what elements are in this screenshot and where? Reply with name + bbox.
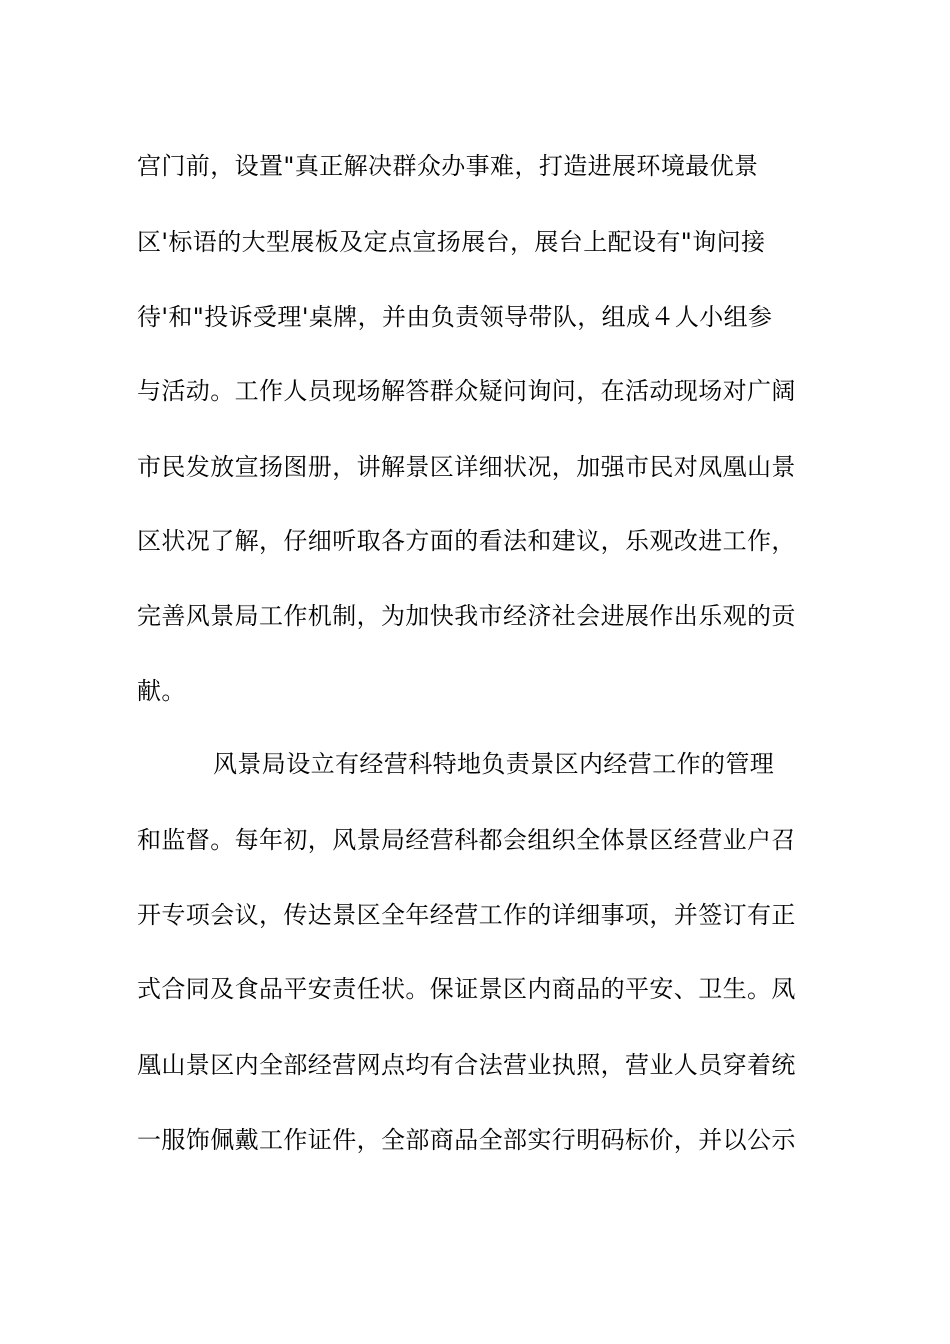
paragraph-1-line-4: 与活动。工作人员现场解答群众疑问询问，在活动现场对广阔 (137, 377, 796, 405)
paragraph-1-line-2: 区'标语的大型展板及定点宣扬展台，展台上配设有"询问接 (137, 228, 766, 256)
paragraph-2-line-1: 风景局设立有经营科特地负责景区内经营工作的管理 (213, 750, 775, 778)
paragraph-2-line-3: 开专项会议，传达景区全年经营工作的详细事项，并签订有正 (137, 901, 796, 929)
paragraph-1-line-6: 区状况了解，仔细听取各方面的看法和建议，乐观改进工作， (137, 527, 796, 555)
paragraph-1-line-7: 完善风景局工作机制，为加快我市经济社会进展作出乐观的贡 (137, 602, 796, 630)
paragraph-1-line-8: 献。 (137, 677, 186, 705)
paragraph-1-line-3: 待'和"投诉受理'桌牌，并由负责领导带队，组成４人小组参 (137, 303, 773, 331)
paragraph-2-line-4: 式合同及食品平安责任状。保证景区内商品的平安、卫生。凤 (137, 975, 796, 1003)
paragraph-2-line-6: 一服饰佩戴工作证件，全部商品全部实行明码标价，并以公示 (137, 1126, 796, 1154)
paragraph-2-line-2: 和监督。每年初，风景局经营科都会组织全体景区经营业户召 (137, 826, 796, 854)
paragraph-1-line-1: 宫门前，设置"真正解决群众办事难，打造进展环境最优景 (137, 152, 759, 180)
paragraph-2-line-5: 凰山景区内全部经营网点均有合法营业执照，营业人员穿着统 (137, 1051, 796, 1079)
paragraph-1-line-5: 市民发放宣扬图册，讲解景区详细状况，加强市民对凤凰山景 (137, 453, 796, 481)
